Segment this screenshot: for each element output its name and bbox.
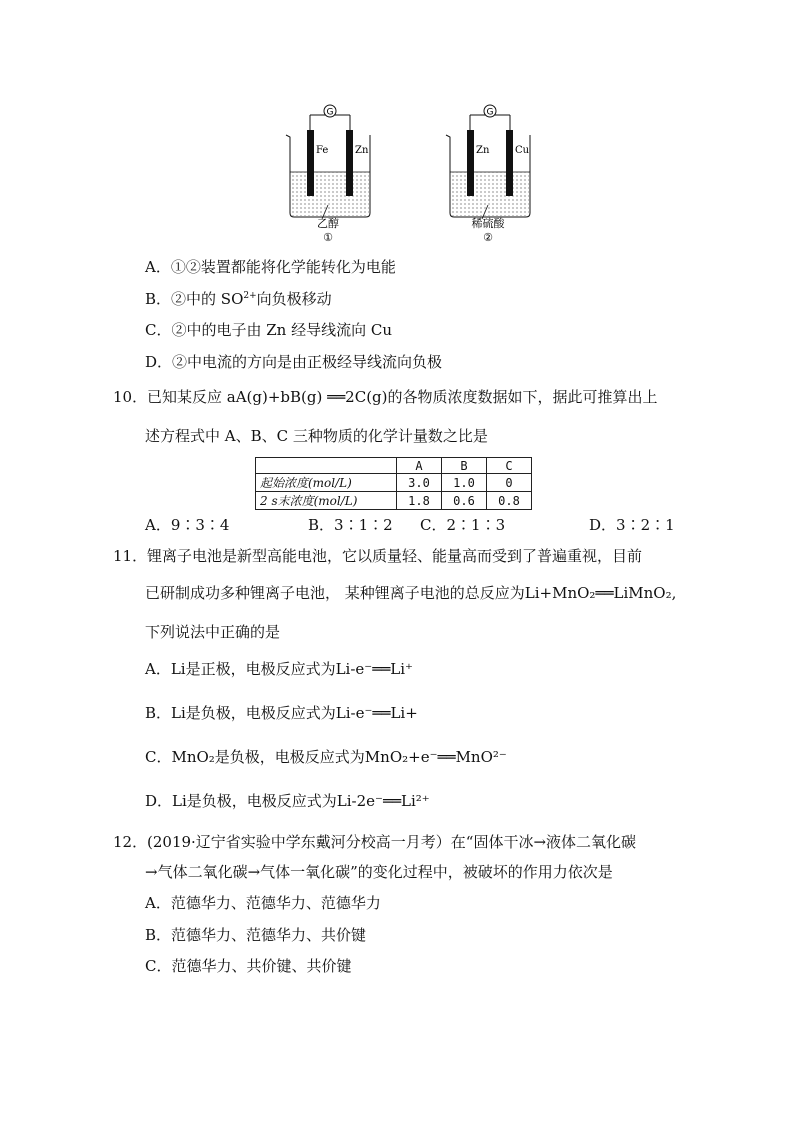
galvanometer-label: G (486, 107, 494, 118)
q9-option-b[interactable] (145, 289, 332, 309)
cell2-number: ② (483, 231, 493, 244)
q12-number: 12． (113, 833, 148, 851)
table-header-row (256, 458, 532, 474)
q11-option-c[interactable]: C．MnO₂是负极，电极反应式为MnO₂+e⁻══MnO²⁻ (145, 748, 507, 766)
table-row (256, 492, 532, 510)
cell2-left-label: Zn (476, 145, 490, 156)
q12-option-b[interactable]: B．范德华力、范德华力、共价键 (145, 926, 367, 944)
table-row (256, 474, 532, 492)
cell1-left-label: Fe (316, 145, 329, 156)
q12-stem-line2: →气体二氧化碳→气体一氧化碳”的变化过程中，被破坏的作用力依次是 (145, 863, 613, 881)
table-header-cell (256, 458, 397, 474)
zn-electrode (467, 130, 474, 196)
cell1-solution-label: 乙醇 (317, 217, 339, 230)
table-cell: 1.0 (442, 474, 487, 492)
q9-option-b-prefix: B．②中的 SO (145, 290, 244, 308)
q10-stem-line1: 已知某反应 aA(g)+bB(g) ══2C(g)的各物质浓度数据如下，据此可推算出上 (147, 388, 658, 406)
q9-option-a[interactable]: A．①②装置都能将化学能转化为电能 (145, 258, 396, 276)
cell2-right-label: Cu (515, 145, 530, 156)
q11-option-d[interactable]: D．Li是负极，电极反应式为Li-2e⁻══Li²⁺ (145, 792, 430, 810)
q11-stem-line3: 下列说法中正确的是 (145, 623, 281, 641)
q12-option-a[interactable]: A．范德华力、范德华力、范德华力 (145, 894, 381, 912)
q11-stem-line2: 已研制成功多种锂离子电池， 某种锂离子电池的总反应为Li+MnO₂══LiMnO₂, (145, 584, 677, 602)
q9-option-b-suffix: 向负极移动 (256, 290, 332, 308)
q10-stem-line2: 述方程式中 A、B、C 三种物质的化学计量数之比是 (145, 427, 488, 445)
q9-option-d[interactable]: D．②中电流的方向是由正极经导线流向负极 (145, 353, 443, 371)
q9-option-c[interactable]: C．②中的电子由 Zn 经导线流向 Cu (145, 321, 393, 339)
table-header-cell: B (442, 458, 487, 474)
table-header-cell: C (487, 458, 532, 474)
table-cell: 0.6 (442, 492, 487, 510)
table-cell: 1.8 (397, 492, 442, 510)
q10-option-b[interactable]: B．3∶1∶2 (308, 516, 393, 534)
table-cell: 起始浓度(mol/L) (256, 474, 397, 492)
cell-1 (286, 105, 370, 244)
q10-option-d[interactable]: D．3∶2∶1 (589, 516, 675, 534)
electrochemical-cells-figure (280, 95, 540, 245)
galvanometer-label: G (326, 107, 334, 118)
q11-option-b[interactable]: B．Li是负极，电极反应式为Li-e⁻══Li+ (145, 704, 418, 722)
q9-option-b-sup: 2+ (243, 291, 257, 301)
q11-number: 11． (113, 547, 148, 565)
concentration-table (255, 457, 532, 510)
zn-electrode (346, 130, 353, 196)
q10-number: 10． (113, 388, 148, 406)
table-cell: 0.8 (487, 492, 532, 510)
cell2-solution-label: 稀硫酸 (471, 217, 505, 230)
q11-option-a[interactable]: A．Li是正极，电极反应式为Li-e⁻══Li⁺ (145, 660, 413, 678)
table-cell: 0 (487, 474, 532, 492)
cu-electrode (506, 130, 513, 196)
cell1-number: ① (323, 231, 333, 244)
q10-option-a[interactable]: A．9∶3∶4 (145, 516, 230, 534)
q12-stem-line1: (2019·辽宁省实验中学东戴河分校高一月考）在“固体干冰→液体二氧化碳 (147, 833, 637, 851)
q10-option-c[interactable]: C．2∶1∶3 (420, 516, 506, 534)
cell-2 (446, 105, 530, 244)
q12-option-c[interactable]: C．范德华力、共价键、共价键 (145, 957, 352, 975)
table-header-cell: A (397, 458, 442, 474)
table-cell: 3.0 (397, 474, 442, 492)
table-cell: 2 s末浓度(mol/L) (256, 492, 397, 510)
q11-stem-line1: 锂离子电池是新型高能电池，它以质量轻、能量高而受到了普遍重视，目前 (147, 547, 643, 565)
cells-diagram (280, 95, 540, 245)
fe-electrode (307, 130, 314, 196)
cell1-right-label: Zn (355, 145, 369, 156)
